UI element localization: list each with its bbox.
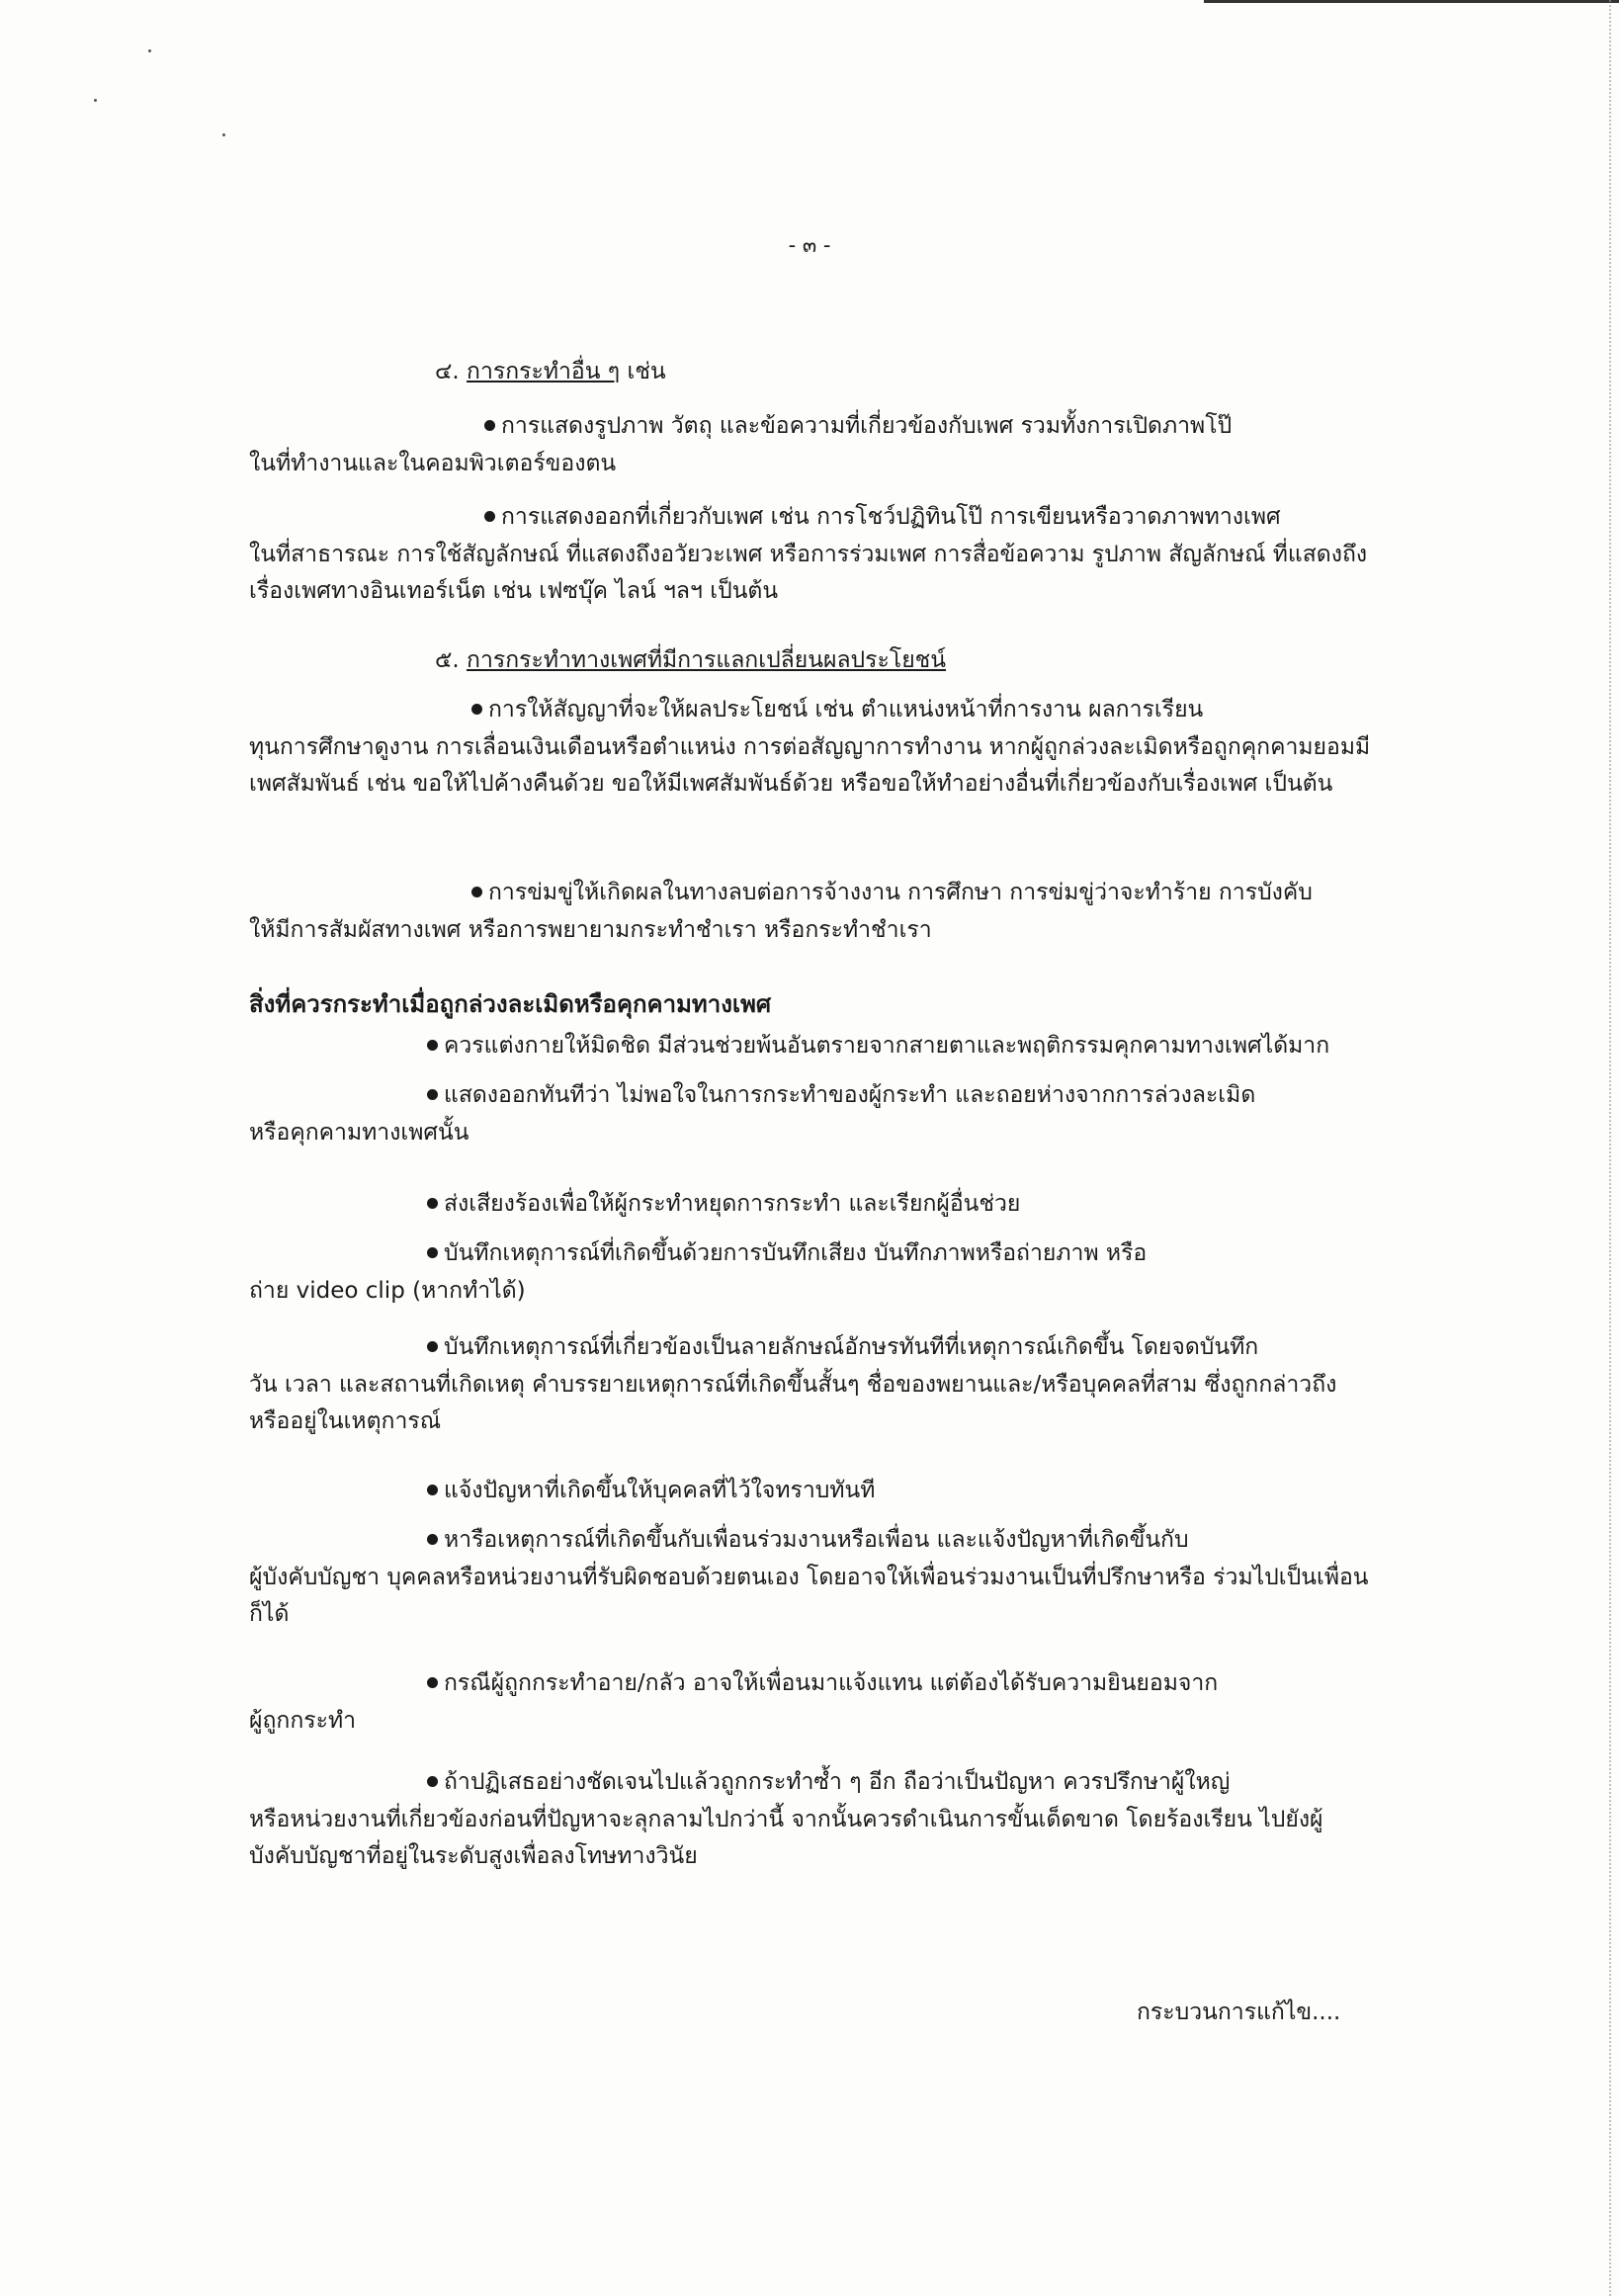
bullet-rest: ทุนการศึกษาดูงาน การเลื่อนเงินเดือนหรือตำแหน่ง การต่อสัญญาการทำงาน หากผู้ถูกล่วงละเมิดหรือถูกคุกคามยอมมีเพศสัมพันธ์ เช่น ขอให้ไปค้างคืนด้วย ขอให้มีเพศสัมพันธ์ด้วย หรือขอให้ทำอย่างอื่นที่เกี่ยวข้องกับเรื่องเพศ เป็นต้น [249,733,1371,797]
bullet-rest: ผู้บังคับบัญชา บุคคลหรือหน่วยงานที่รับผิดชอบด้วยตนเอง โดยอาจให้เพื่อนร่วมงานเป็นที่ปรึกษาหรือ ร่วมไปเป็นเพื่อนก็ได้ [249,1564,1369,1627]
section-title: การกระทำอื่น ๆ [467,359,621,384]
bullet-text: แสดงออกทันทีว่า ไม่พอใจในการกระทำของผู้กระทำ และถอยห่างจากการล่วงละเมิด [444,1082,1256,1108]
bullet-text: บันทึกเหตุการณ์ที่เกิดขึ้นด้วยการบันทึกเสียง บันทึกภาพหรือถ่ายภาพ หรือ [444,1240,1148,1266]
bullet-icon [427,1776,438,1787]
guidance-bullet [249,1235,1372,1310]
bullet-icon [427,1485,438,1495]
bullet-text: ส่งเสียงร้องเพื่อให้ผู้กระทำหยุดการกระทำ และเรียกผู้อื่นช่วย [444,1191,1021,1217]
bullet-paragraph [249,499,1372,611]
bullet-rest: ผู้ถูกกระทำ [249,1707,357,1734]
guidance-bullet [249,1329,1372,1441]
guidance-bullet [249,1665,1372,1740]
bullet-text: ถ้าปฏิเสธอย่างชัดเจนไปแล้วถูกกระทำซ้ำ ๆ อีก ถือว่าเป็นปัญหา ควรปรึกษาผู้ใหญ่ [444,1769,1231,1795]
bullet-icon [427,1089,438,1100]
bullet-first-line [249,1028,1372,1065]
bullet-first-line [249,1329,1372,1367]
bullet-icon [427,1198,438,1209]
bullet-first-line [249,1186,1372,1224]
guidance-bullet [249,1186,1372,1224]
bullet-icon [484,511,495,522]
continuation-text: กระบวนการแก้ไข.... [1137,1999,1341,2025]
bullet-icon [427,1040,438,1051]
guidance-bullet [249,1522,1372,1634]
section-number: ๕. [435,647,460,673]
guidance-bullet [249,1028,1372,1065]
bullet-text: ควรแต่งกายให้มิดชิด มีส่วนช่วยพ้นอันตรายจากสายตาและพฤติกรรมคุกคามทางเพศได้มาก [444,1033,1330,1059]
bullet-paragraph [249,875,1372,949]
bullet-icon [427,1677,438,1688]
bullet-first-line [249,499,1372,537]
scan-artifact-top [1204,0,1619,3]
bullet-text: การให้สัญญาที่จะให้ผลประโยชน์ เช่น ตำแหน่งหน้าที่การงาน ผลการเรียน [488,697,1204,723]
bullet-text: บันทึกเหตุการณ์ที่เกี่ยวข้องเป็นลายลักษณ์อักษรทันทีที่เหตุการณ์เกิดขึ้น โดยจดบันทึก [444,1334,1259,1360]
bullet-first-line [249,1522,1372,1560]
section-number: ๔. [435,359,460,384]
bullet-rest: หรือหน่วยงานที่เกี่ยวข้องก่อนที่ปัญหาจะลุกลามไปกว่านี้ จากนั้นควรดำเนินการขั้นเด็ดขาด โดยร้องเรียน ไปยังผู้บังคับบัญชาที่อยู่ในระดับสูงเพื่อลงโทษทางวินัย [249,1806,1323,1869]
guidance-bullet [249,1764,1372,1876]
bullet-first-line [249,1077,1372,1115]
bullet-first-line [249,408,1372,446]
bullet-text: กรณีผู้ถูกกระทำอาย/กลัว อาจให้เพื่อนมาแจ้งแทน แต่ต้องได้รับความยินยอมจาก [444,1670,1219,1696]
bullet-icon [427,1247,438,1258]
bullet-icon [427,1534,438,1545]
bullet-rest: วัน เวลา และสถานที่เกิดเหตุ คำบรรยายเหตุการณ์ที่เกิดขึ้นสั้นๆ ชื่อของพยานและ/หรือบุคคลที่สาม ซึ่งถูกกล่าวถึง หรืออยู่ในเหตุการณ์ [249,1371,1337,1434]
bullet-icon [471,704,482,715]
bullet-rest: ถ่าย video clip (หากทำได้) [249,1277,526,1304]
bullet-paragraph [249,692,1372,804]
bullet-text: การแสดงรูปภาพ วัตถุ และข้อความที่เกี่ยวข้องกับเพศ รวมทั้งการเปิดภาพโป๊ [501,413,1233,439]
bullet-first-line [249,1665,1372,1703]
section-heading-5 [435,642,1324,680]
bullet-paragraph [249,408,1372,482]
section-suffix: เช่น [620,359,666,384]
page-number: - ๓ - [788,233,831,257]
guidance-bullet [249,1473,1372,1510]
bullet-first-line [249,875,1372,912]
bullet-rest: หรือคุกคามทางเพศนั้น [249,1119,469,1146]
section-title: การกระทำทางเพศที่มีการแลกเปลี่ยนผลประโยชน์ [467,647,947,673]
bullet-first-line [249,1235,1372,1273]
bullet-icon [484,420,495,431]
scan-artifact-edge [1609,0,1619,2296]
bullet-rest: ในที่ทำงานและในคอมพิวเตอร์ของตน [249,450,617,476]
bullet-first-line [249,1473,1372,1510]
bullet-icon [471,887,482,897]
bullet-first-line [249,692,1372,729]
bullet-icon [427,1341,438,1352]
guidance-heading: สิ่งที่ควรกระทำเมื่อถูกล่วงละเมิดหรือคุกคามทางเพศ [249,990,772,1018]
bullet-text: หารือเหตุการณ์ที่เกิดขึ้นกับเพื่อนร่วมงานหรือเพื่อน และแจ้งปัญหาที่เกิดขึ้นกับ [444,1527,1189,1553]
bullet-first-line [249,1764,1372,1802]
bullet-text: แจ้งปัญหาที่เกิดขึ้นให้บุคคลที่ไว้ใจทราบทันที [444,1478,876,1503]
scan-speck [148,49,151,52]
bullet-rest: ให้มีการสัมผัสทางเพศ หรือการพยายามกระทำชำเรา หรือกระทำชำเรา [249,916,932,943]
scan-speck [222,133,225,136]
bullet-text: การแสดงออกที่เกี่ยวกับเพศ เช่น การโชว์ปฏิทินโป๊ การเขียนหรือวาดภาพทางเพศ [501,504,1281,530]
guidance-bullet [249,1077,1372,1151]
section-heading-4 [435,354,1324,391]
scan-speck [94,99,97,102]
bullet-text: การข่มขู่ให้เกิดผลในทางลบต่อการจ้างงาน การศึกษา การข่มขู่ว่าจะทำร้าย การบังคับ [488,880,1313,905]
bullet-rest: ในที่สาธารณะ การใช้สัญลักษณ์ ที่แสดงถึงอวัยวะเพศ หรือการร่วมเพศ การสื่อข้อความ รูปภาพ สัญลักษณ์ ที่แสดงถึงเรื่องเพศทางอินเทอร์เน็ต เช่น เฟซบุ๊ค ไลน์ ฯลฯ เป็นต้น [249,541,1368,604]
